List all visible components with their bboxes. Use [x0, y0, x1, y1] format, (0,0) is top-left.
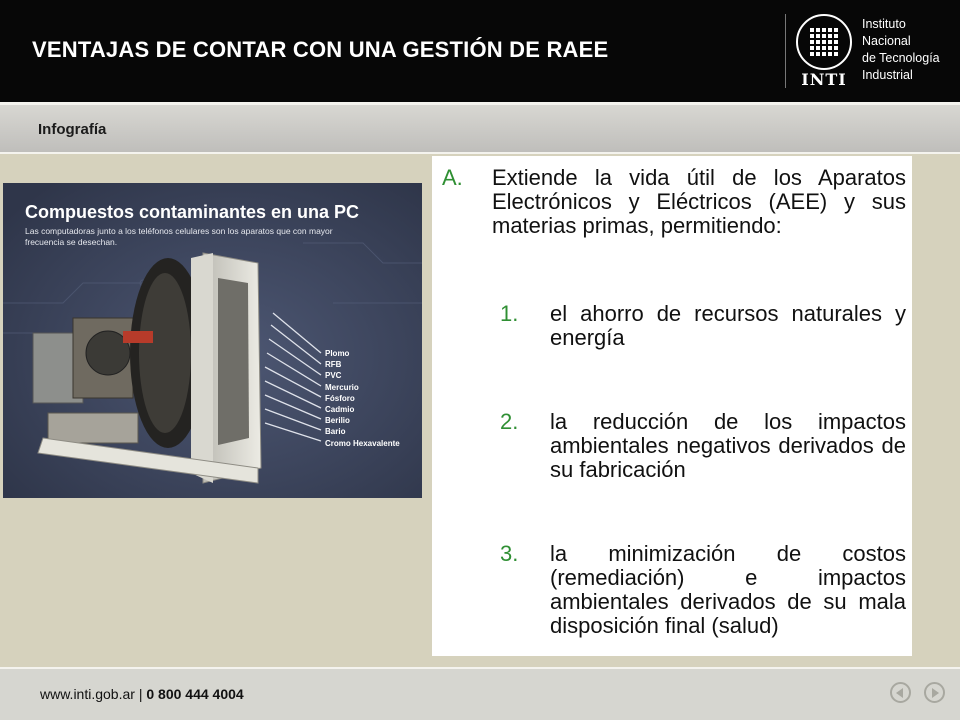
content-panel — [432, 156, 912, 656]
footer-contact — [40, 686, 244, 702]
infographic-image — [3, 183, 422, 498]
logo-acronym: INTI — [801, 70, 847, 89]
contaminant-label: RFB — [325, 360, 342, 370]
prev-slide-button[interactable] — [890, 682, 911, 703]
slide-header — [0, 0, 960, 102]
main-point-text: Extiende la vida útil de los Aparatos Electrónicos y Eléctricos (AEE) y sus materias primas, permitiendo: — [492, 165, 906, 238]
contaminant-label: Cadmio — [325, 405, 355, 415]
logo-name-line: Industrial — [862, 68, 913, 82]
sub-point — [500, 542, 906, 638]
infographic-description: Las computadoras junto a los teléfonos celulares son los aparatos que con mayor frecuencia se desechan. — [25, 226, 333, 247]
sub-point-text: el ahorro de recursos naturales y energía — [550, 301, 906, 350]
circle-left-arrow-icon — [896, 688, 903, 698]
contaminant-label: Cromo Hexavalente — [325, 438, 400, 448]
contaminant-label: PVC — [325, 371, 342, 381]
contaminant-label: Bario — [325, 427, 346, 437]
sub-point-marker: 2. — [500, 409, 519, 434]
contaminant-label: Plomo — [325, 349, 350, 358]
logo-name-line: de Tecnología — [862, 51, 940, 65]
slide-title: VENTAJAS DE CONTAR CON UNA GESTIÓN DE RAEE — [32, 37, 609, 62]
subheader-divider — [0, 152, 960, 154]
circle-right-arrow-icon — [932, 688, 939, 698]
main-point — [442, 166, 906, 238]
sub-point — [500, 410, 906, 482]
logo-name — [862, 16, 940, 84]
main-point-marker: A. — [442, 165, 463, 190]
sub-point-text: la minimización de costos (remediación) e impactos ambientales derivados de su mala disposición final (salud) — [550, 541, 906, 638]
logo-name-line: Instituto — [862, 17, 906, 31]
footer-phone: 0 800 444 4004 — [146, 686, 244, 702]
section-title: Infografía — [38, 121, 107, 138]
slide-footer — [0, 669, 960, 720]
sub-point-text: la reducción de los impactos ambientales negativos derivados de su fabricación — [550, 409, 906, 482]
infographic-heading: Compuestos contaminantes en una PC — [25, 202, 360, 222]
inti-seal-icon — [796, 14, 852, 70]
contaminant-label: Mercurio — [325, 382, 359, 392]
contaminant-label: Fósforo — [325, 393, 355, 403]
sub-point-marker: 1. — [500, 301, 519, 326]
logo-name-line: Nacional — [862, 34, 911, 48]
subheader-bar — [0, 105, 960, 152]
footer-website: www.inti.gob.ar | — [40, 686, 143, 702]
contaminant-label: Berilio — [325, 416, 350, 426]
contaminant-list — [325, 348, 400, 449]
sub-point-marker: 3. — [500, 541, 519, 566]
logo-divider — [785, 14, 786, 88]
sub-point — [500, 302, 906, 350]
next-slide-button[interactable] — [924, 682, 945, 703]
